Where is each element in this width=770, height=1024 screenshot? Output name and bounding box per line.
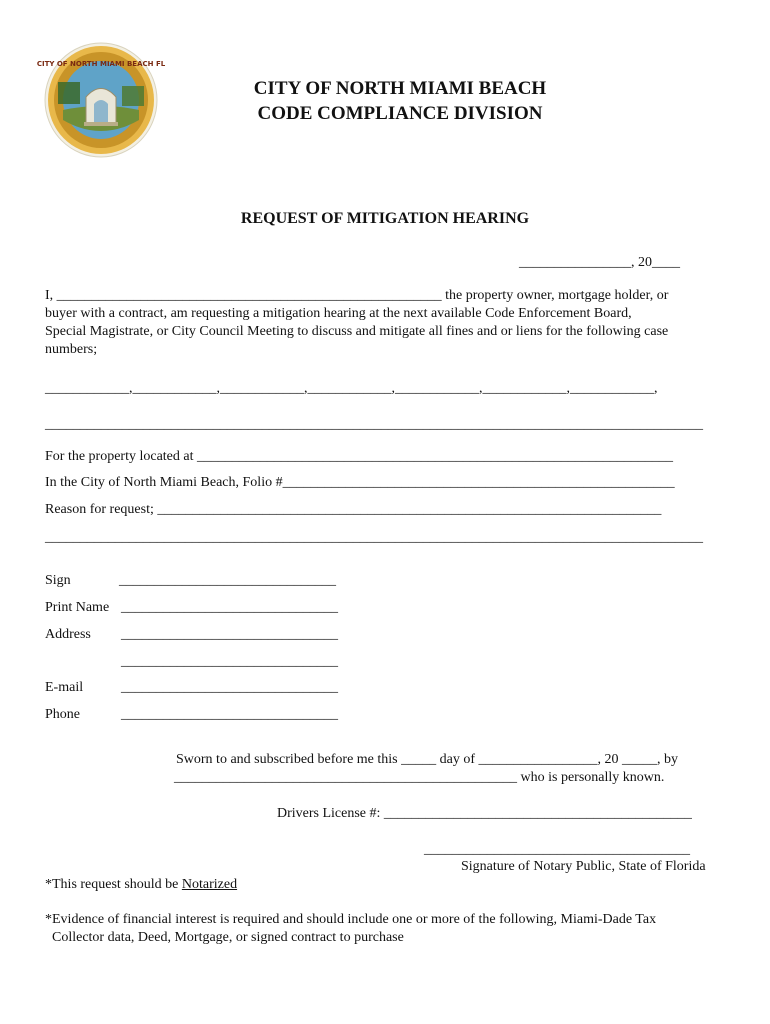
notary-signature-field[interactable]: ______________________________________ [424,842,690,857]
sign-label: Sign [45,573,71,588]
form-title: REQUEST OF MITIGATION HEARING [240,210,530,227]
notarized-prefix: *This request should be [45,877,182,892]
intro-line-2: buyer with a contract, am requesting a mitigation hearing at the next available Code Enforcement Board, [45,306,632,321]
intro-line-3: Special Magistrate, or City Council Meeting to discuss and mitigate all fines and or liens for the following case [45,324,669,339]
case-numbers-field[interactable]: ____________,____________,____________,____________,____________,____________,____________, [45,381,658,396]
phone-field[interactable]: _______________________________ [121,707,338,722]
city-seal-logo [36,42,166,158]
print-name-label: Print Name [45,600,110,615]
intro-line-1[interactable]: I, _______________________________________________________ the property owner, mortgage holder, or [45,288,669,303]
evidence-note-line-2: Collector data, Deed, Mortgage, or signed contract to purchase [52,930,404,945]
seal-ring-text: CITY OF NORTH MIAMI BEACH FL [36,60,166,68]
address-field-line-2[interactable]: _______________________________ [121,654,338,669]
print-name-field[interactable]: _______________________________ [121,600,338,615]
intro-line-4: numbers; [45,342,98,357]
sworn-line-1[interactable]: Sworn to and subscribed before me this _____ day of _________________, 20 _____, by [176,752,678,767]
email-label: E-mail [45,680,84,695]
sign-field[interactable]: _______________________________ [119,573,336,588]
reason-field-continued[interactable]: ______________________________________________________________________________________________ [45,530,703,545]
sworn-line-2[interactable]: _________________________________________________ who is personally known. [174,770,665,785]
notarized-word: Notarized [181,877,238,892]
property-address-field[interactable]: For the property located at ____________________________________________________________________ [45,449,674,464]
drivers-license-field[interactable]: Drivers License #: ____________________________________________ [277,806,692,821]
notary-signature-label: Signature of Notary Public, State of Florida [461,859,706,874]
evidence-note-line-1: *Evidence of financial interest is required and should include one or more of the following, Miami-Dade Tax [45,912,657,927]
date-line[interactable]: ________________, 20____ [519,255,680,270]
address-field[interactable]: _______________________________ [121,627,338,642]
phone-label: Phone [45,707,80,722]
email-field[interactable]: _______________________________ [121,680,338,695]
reason-field[interactable]: Reason for request; ________________________________________________________________________ [45,502,662,517]
division-heading: CODE COMPLIANCE DIVISION [257,103,543,124]
folio-field[interactable]: In the City of North Miami Beach, Folio #________________________________________________________ [45,475,675,490]
case-numbers-extra-field[interactable]: ______________________________________________________________________________________________ [45,417,703,432]
notarized-note [45,877,237,893]
city-heading: CITY OF NORTH MIAMI BEACH [253,78,547,99]
address-label: Address [45,627,91,642]
